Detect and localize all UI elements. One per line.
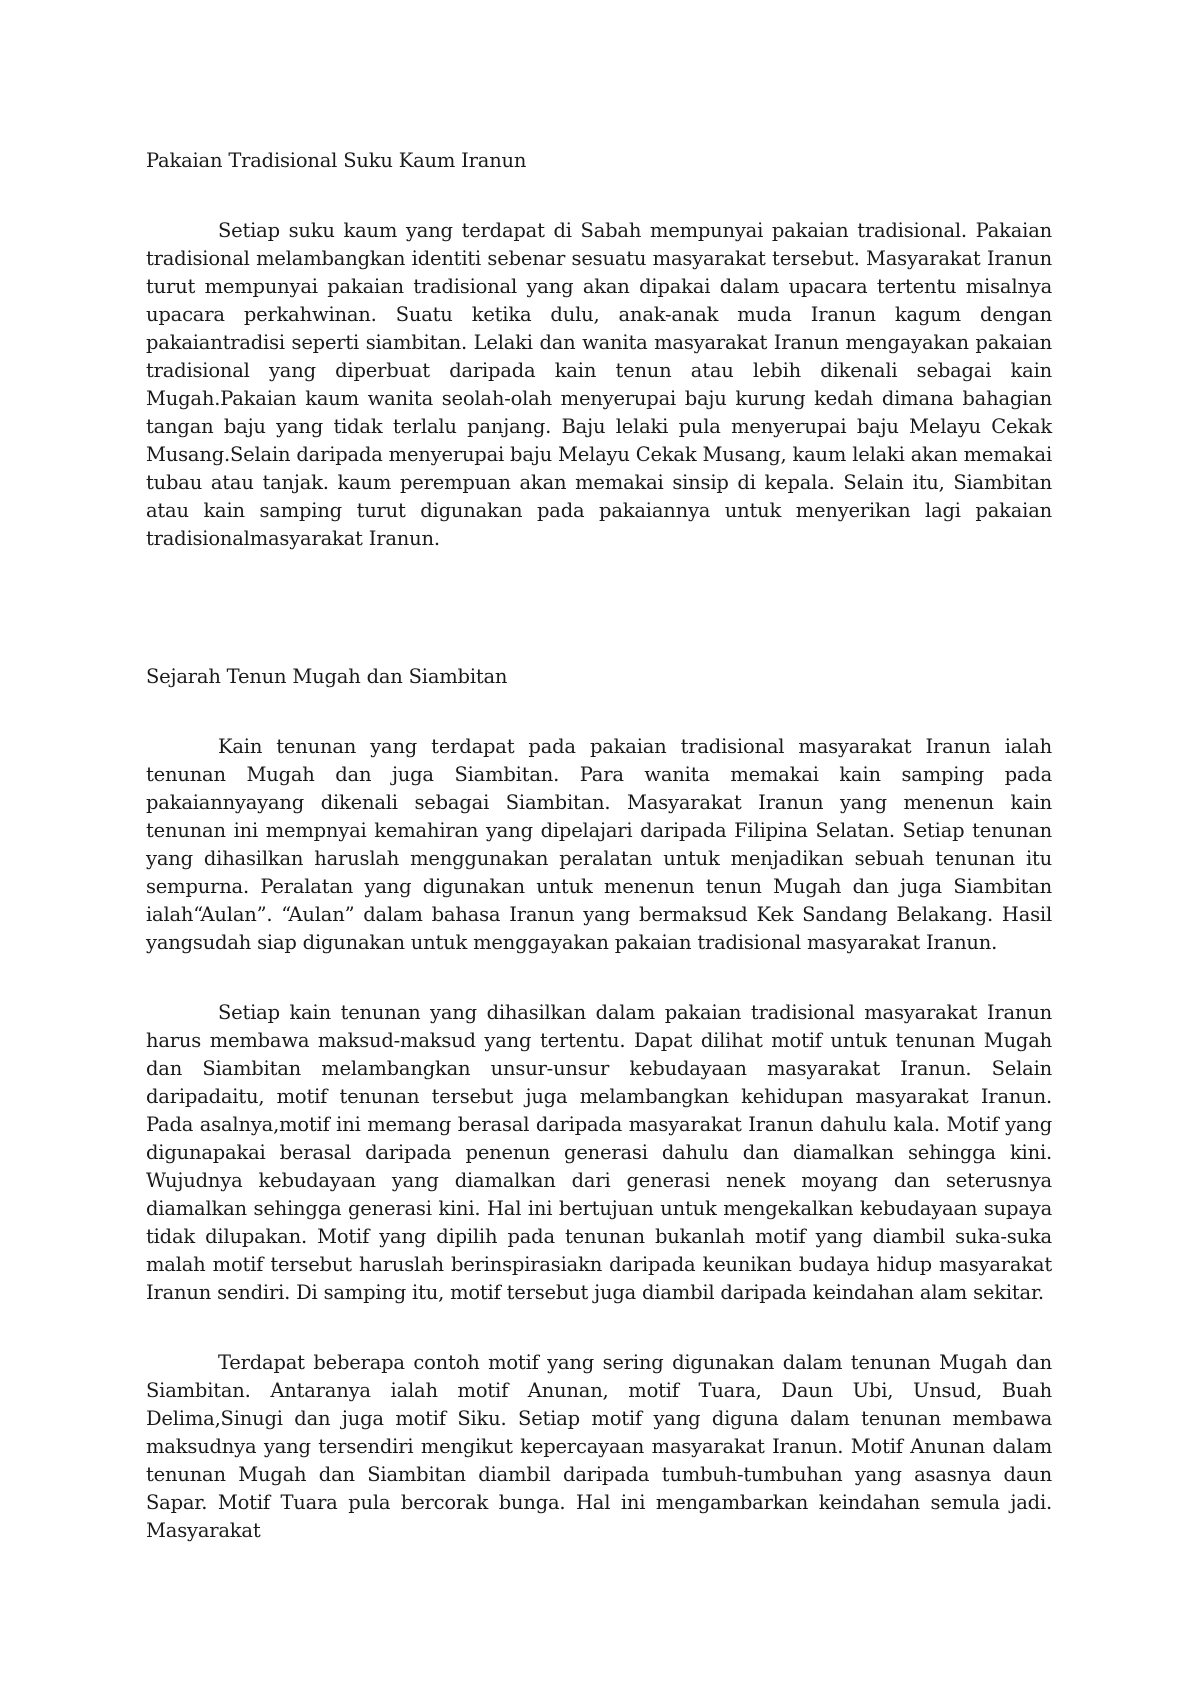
document-body (146, 147, 1052, 1545)
paragraph-contoh-motif: Terdapat beberapa contoh motif yang sering digunakan dalam tenunan Mugah dan Siambitan. Antaranya ialah motif Anunan, motif Tuara, Daun Ubi, Unsud, Buah Delima,Sinugi dan juga motif Siku. Setiap motif yang diguna dalam tenunan membawa maksudnya yang tersendiri mengikut kepercayaan masyarakat Iranun. Motif Anunan dalam tenunan Mugah dan Siambitan diambil daripada tumbuh-tumbuhan yang asasnya daun Sapar. Motif Tuara pula bercorak bunga. Hal ini mengambarkan keindahan semula jadi. Masyarakat (146, 1351, 1052, 1542)
paragraph-pakaian-tradisional: Setiap suku kaum yang terdapat di Sabah mempunyai pakaian tradisional. Pakaian tradisional melambangkan identiti sebenar sesuatu masyarakat tersebut. Masyarakat Iranun turut mempunyai pakaian tradisional yang akan dipakai dalam upacara tertentu misalnya upacara perkahwinan. Suatu ketika dulu, anak-anak muda Iranun kagum dengan pakaiantradisi seperti siambitan. Lelaki dan wanita masyarakat Iranun mengayakan pakaian tradisional yang diperbuat daripada kain tenun atau lebih dikenali sebagai kain Mugah.Pakaian kaum wanita seolah-olah menyerupai baju kurung kedah dimana bahagian tangan baju yang tidak terlalu panjang. Baju lelaki pula menyerupai baju Melayu Cekak Musang.Selain daripada menyerupai baju Melayu Cekak Musang, kaum lelaki akan memakai tubau atau tanjak. kaum perempuan akan memakai sinsip di kepala. Selain itu, Siambitan atau kain samping turut digunakan pada pakaiannya untuk menyerikan lagi pakaian tradisionalmasyarakat Iranun. (146, 219, 1052, 550)
section-heading-pakaian-tradisional: Pakaian Tradisional Suku Kaum Iranun (146, 149, 527, 172)
section-heading-sejarah-tenun: Sejarah Tenun Mugah dan Siambitan (146, 665, 508, 688)
paragraph-maksud-motif: Setiap kain tenunan yang dihasilkan dalam pakaian tradisional masyarakat Iranun harus membawa maksud-maksud yang tertentu. Dapat dilihat motif untuk tenunan Mugah dan Siambitan melambangkan unsur-unsur kebudayaan masyarakat Iranun. Selain daripadaitu, motif tenunan tersebut juga melambangkan kehidupan masyarakat Iranun. Pada asalnya,motif ini memang berasal daripada masyarakat Iranun dahulu kala. Motif yang digunapakai berasal daripada penenun generasi dahulu dan diamalkan sehingga kini. Wujudnya kebudayaan yang diamalkan dari generasi nenek moyang dan seterusnya diamalkan sehingga generasi kini. Hal ini bertujuan untuk mengekalkan kebudayaan supaya tidak dilupakan. Motif yang dipilih pada tenunan bukanlah motif yang diambil suka-suka malah motif tersebut haruslah berinspirasiakn daripada keunikan budaya hidup masyarakat Iranun sendiri. Di samping itu, motif tersebut juga diambil daripada keindahan alam sekitar. (146, 1001, 1052, 1304)
paragraph-kain-tenunan: Kain tenunan yang terdapat pada pakaian tradisional masyarakat Iranun ialah tenunan Mugah dan juga Siambitan. Para wanita memakai kain samping pada pakaiannyayang dikenali sebagai Siambitan. Masyarakat Iranun yang menenun kain tenunan ini mempnyai kemahiran yang dipelajari daripada Filipina Selatan. Setiap tenunan yang dihasilkan haruslah menggunakan peralatan untuk menjadikan sebuah tenunan itu sempurna. Peralatan yang digunakan untuk menenun tenun Mugah dan juga Siambitan ialah“Aulan”. “Aulan” dalam bahasa Iranun yang bermaksud Kek Sandang Belakang. Hasil yangsudah siap digunakan untuk menggayakan pakaian tradisional masyarakat Iranun. (146, 735, 1052, 954)
